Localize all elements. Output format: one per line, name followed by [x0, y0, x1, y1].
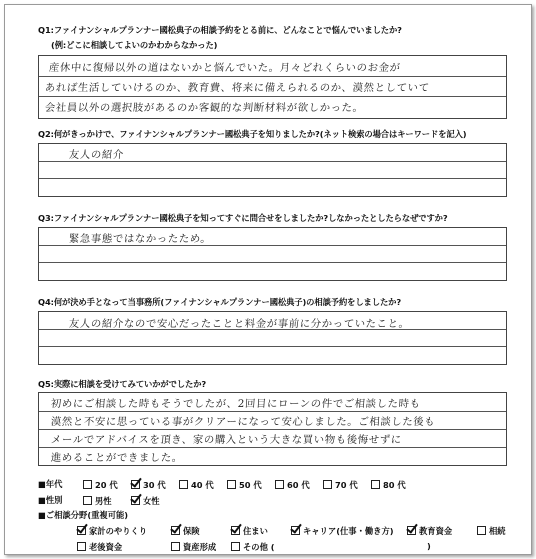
checkbox-checked[interactable]	[231, 526, 240, 535]
ruled-line	[39, 245, 506, 246]
q1-answer-box	[38, 55, 507, 119]
q3-title: Q3:ファイナンシャルプランナー國松典子を知ってすぐに問合せをしましたか?しなかったとしたらなぜですか?	[38, 213, 448, 223]
q2-answer-box	[38, 143, 507, 197]
gender-option-label: 女性	[143, 496, 160, 506]
checkbox-checked[interactable]	[407, 526, 416, 535]
q5-answer-line-3: メールでアドバイスを頂き、家の購入という大きな買い物も後悔せずに	[50, 434, 403, 446]
ruled-line	[39, 161, 506, 162]
q5-answer-line-2: 漠然と不安に思っている事がクリアーになって安心しました。ご相談した後も	[50, 416, 436, 428]
q1-subtitle: (例:どこに相談してよいのかわからなかった)	[51, 40, 218, 50]
ruled-line	[39, 76, 506, 77]
gender-option-label: 男性	[95, 496, 112, 506]
ruled-line	[39, 178, 506, 179]
checkbox-checked[interactable]	[291, 526, 300, 535]
checkbox[interactable]	[371, 480, 380, 489]
field-option-label: 資産形成	[183, 542, 217, 552]
checkbox-checked[interactable]	[131, 480, 140, 489]
ruled-line	[39, 429, 506, 430]
field-option-label: 教育資金	[419, 526, 453, 536]
field-insurance[interactable]	[171, 525, 200, 537]
field-option-label: 保険	[183, 526, 200, 536]
checkbox[interactable]	[477, 526, 486, 535]
field-inheritance[interactable]	[477, 525, 506, 537]
age-option-60[interactable]	[275, 479, 310, 491]
field-education[interactable]	[407, 525, 452, 537]
q5-answer-line-4: 進めることができました。	[50, 452, 184, 464]
field-option-label: 住まい	[243, 526, 268, 536]
checkbox-checked[interactable]	[77, 526, 86, 535]
checkbox[interactable]	[275, 480, 284, 489]
q1-answer-line-3: 会社員以外の選択肢があるのか客観的な判断材料が欲しかった。	[44, 102, 365, 114]
q4-answer-box	[38, 311, 507, 365]
questionnaire-sheet	[4, 4, 532, 555]
q1-answer-line-1: 産休中に復帰以外の道はないかと悩んでいた。月々どれくらいのお金が	[48, 62, 402, 74]
checkbox[interactable]	[77, 542, 86, 551]
q3-answer-line-1: 緊急事態ではなかったため。	[68, 233, 212, 245]
q1-title: Q1:ファイナンシャルプランナー國松典子の相談予約をとる前に、どんなことで悩んでいましたか?	[38, 25, 402, 35]
age-option-label: 30 代	[143, 480, 166, 490]
ruled-line	[39, 411, 506, 412]
checkbox-checked[interactable]	[171, 526, 180, 535]
q5-title: Q5:実際に相談を受けてみていかがでしたか?	[38, 379, 207, 389]
ruled-line	[39, 346, 506, 347]
age-label: ■年代	[38, 479, 63, 489]
field-housing[interactable]	[231, 525, 268, 537]
field-assets[interactable]	[171, 541, 216, 553]
gender-option-male[interactable]	[83, 495, 112, 507]
q2-title: Q2:何がきっかけで、ファイナンシャルプランナー國松典子を知りましたか?(ネット検索の場合はキーワードを記入)	[38, 129, 467, 139]
ruled-line	[39, 447, 506, 448]
age-option-label: 50 代	[239, 480, 262, 490]
q5-answer-line-1: 初めにご相談した時もそうでしたが、2回目にローンの件でご相談した時も	[50, 398, 422, 410]
field-option-label: キャリア(仕事・働き方)	[303, 526, 394, 536]
age-option-label: 60 代	[287, 480, 310, 490]
ruled-line	[39, 262, 506, 263]
field-option-label: 老後資金	[89, 542, 123, 552]
field-option-label: 相続	[489, 526, 506, 536]
checkbox[interactable]	[323, 480, 332, 489]
checkbox[interactable]	[171, 542, 180, 551]
checkbox-checked[interactable]	[131, 496, 140, 505]
q4-answer-line-1: 友人の紹介なので安心だったことと料金が事前に分かっていたこと。	[68, 318, 411, 330]
checkbox[interactable]	[179, 480, 188, 489]
age-option-label: 80 代	[383, 480, 406, 490]
age-option-20[interactable]	[83, 479, 118, 491]
age-option-80[interactable]	[371, 479, 406, 491]
field-other-close: )	[427, 541, 431, 551]
field-retirement[interactable]	[77, 541, 122, 553]
q4-title: Q4:何が決め手となって当事務所(ファイナンシャルプランナー國松典子)の相談予約をしましたか?	[38, 297, 402, 307]
field-other[interactable]	[231, 541, 275, 553]
age-option-30[interactable]	[131, 479, 166, 491]
age-option-label: 20 代	[95, 480, 118, 490]
age-option-label: 40 代	[191, 480, 214, 490]
fields-label: ■ご相談分野(重複可能)	[38, 510, 129, 520]
age-option-40[interactable]	[179, 479, 214, 491]
gender-option-female[interactable]	[131, 495, 160, 507]
age-option-50[interactable]	[227, 479, 262, 491]
q1-answer-line-2: あれば生活していけるのか、教育費、将来に備えられるのか、漠然としていて	[44, 82, 430, 94]
field-option-label: その他 (	[243, 542, 275, 552]
age-option-70[interactable]	[323, 479, 358, 491]
q3-answer-box	[38, 227, 507, 281]
field-household[interactable]	[77, 525, 147, 537]
q5-answer-box	[38, 392, 507, 466]
ruled-line	[39, 96, 506, 97]
checkbox[interactable]	[83, 496, 92, 505]
field-career[interactable]	[291, 525, 394, 537]
field-option-label: 家計のやりくり	[89, 526, 148, 536]
checkbox[interactable]	[83, 480, 92, 489]
checkbox[interactable]	[231, 542, 240, 551]
gender-label: ■性別	[38, 495, 63, 505]
age-option-label: 70 代	[335, 480, 358, 490]
checkbox[interactable]	[227, 480, 236, 489]
q2-answer-line-1: 友人の紹介	[68, 149, 125, 161]
